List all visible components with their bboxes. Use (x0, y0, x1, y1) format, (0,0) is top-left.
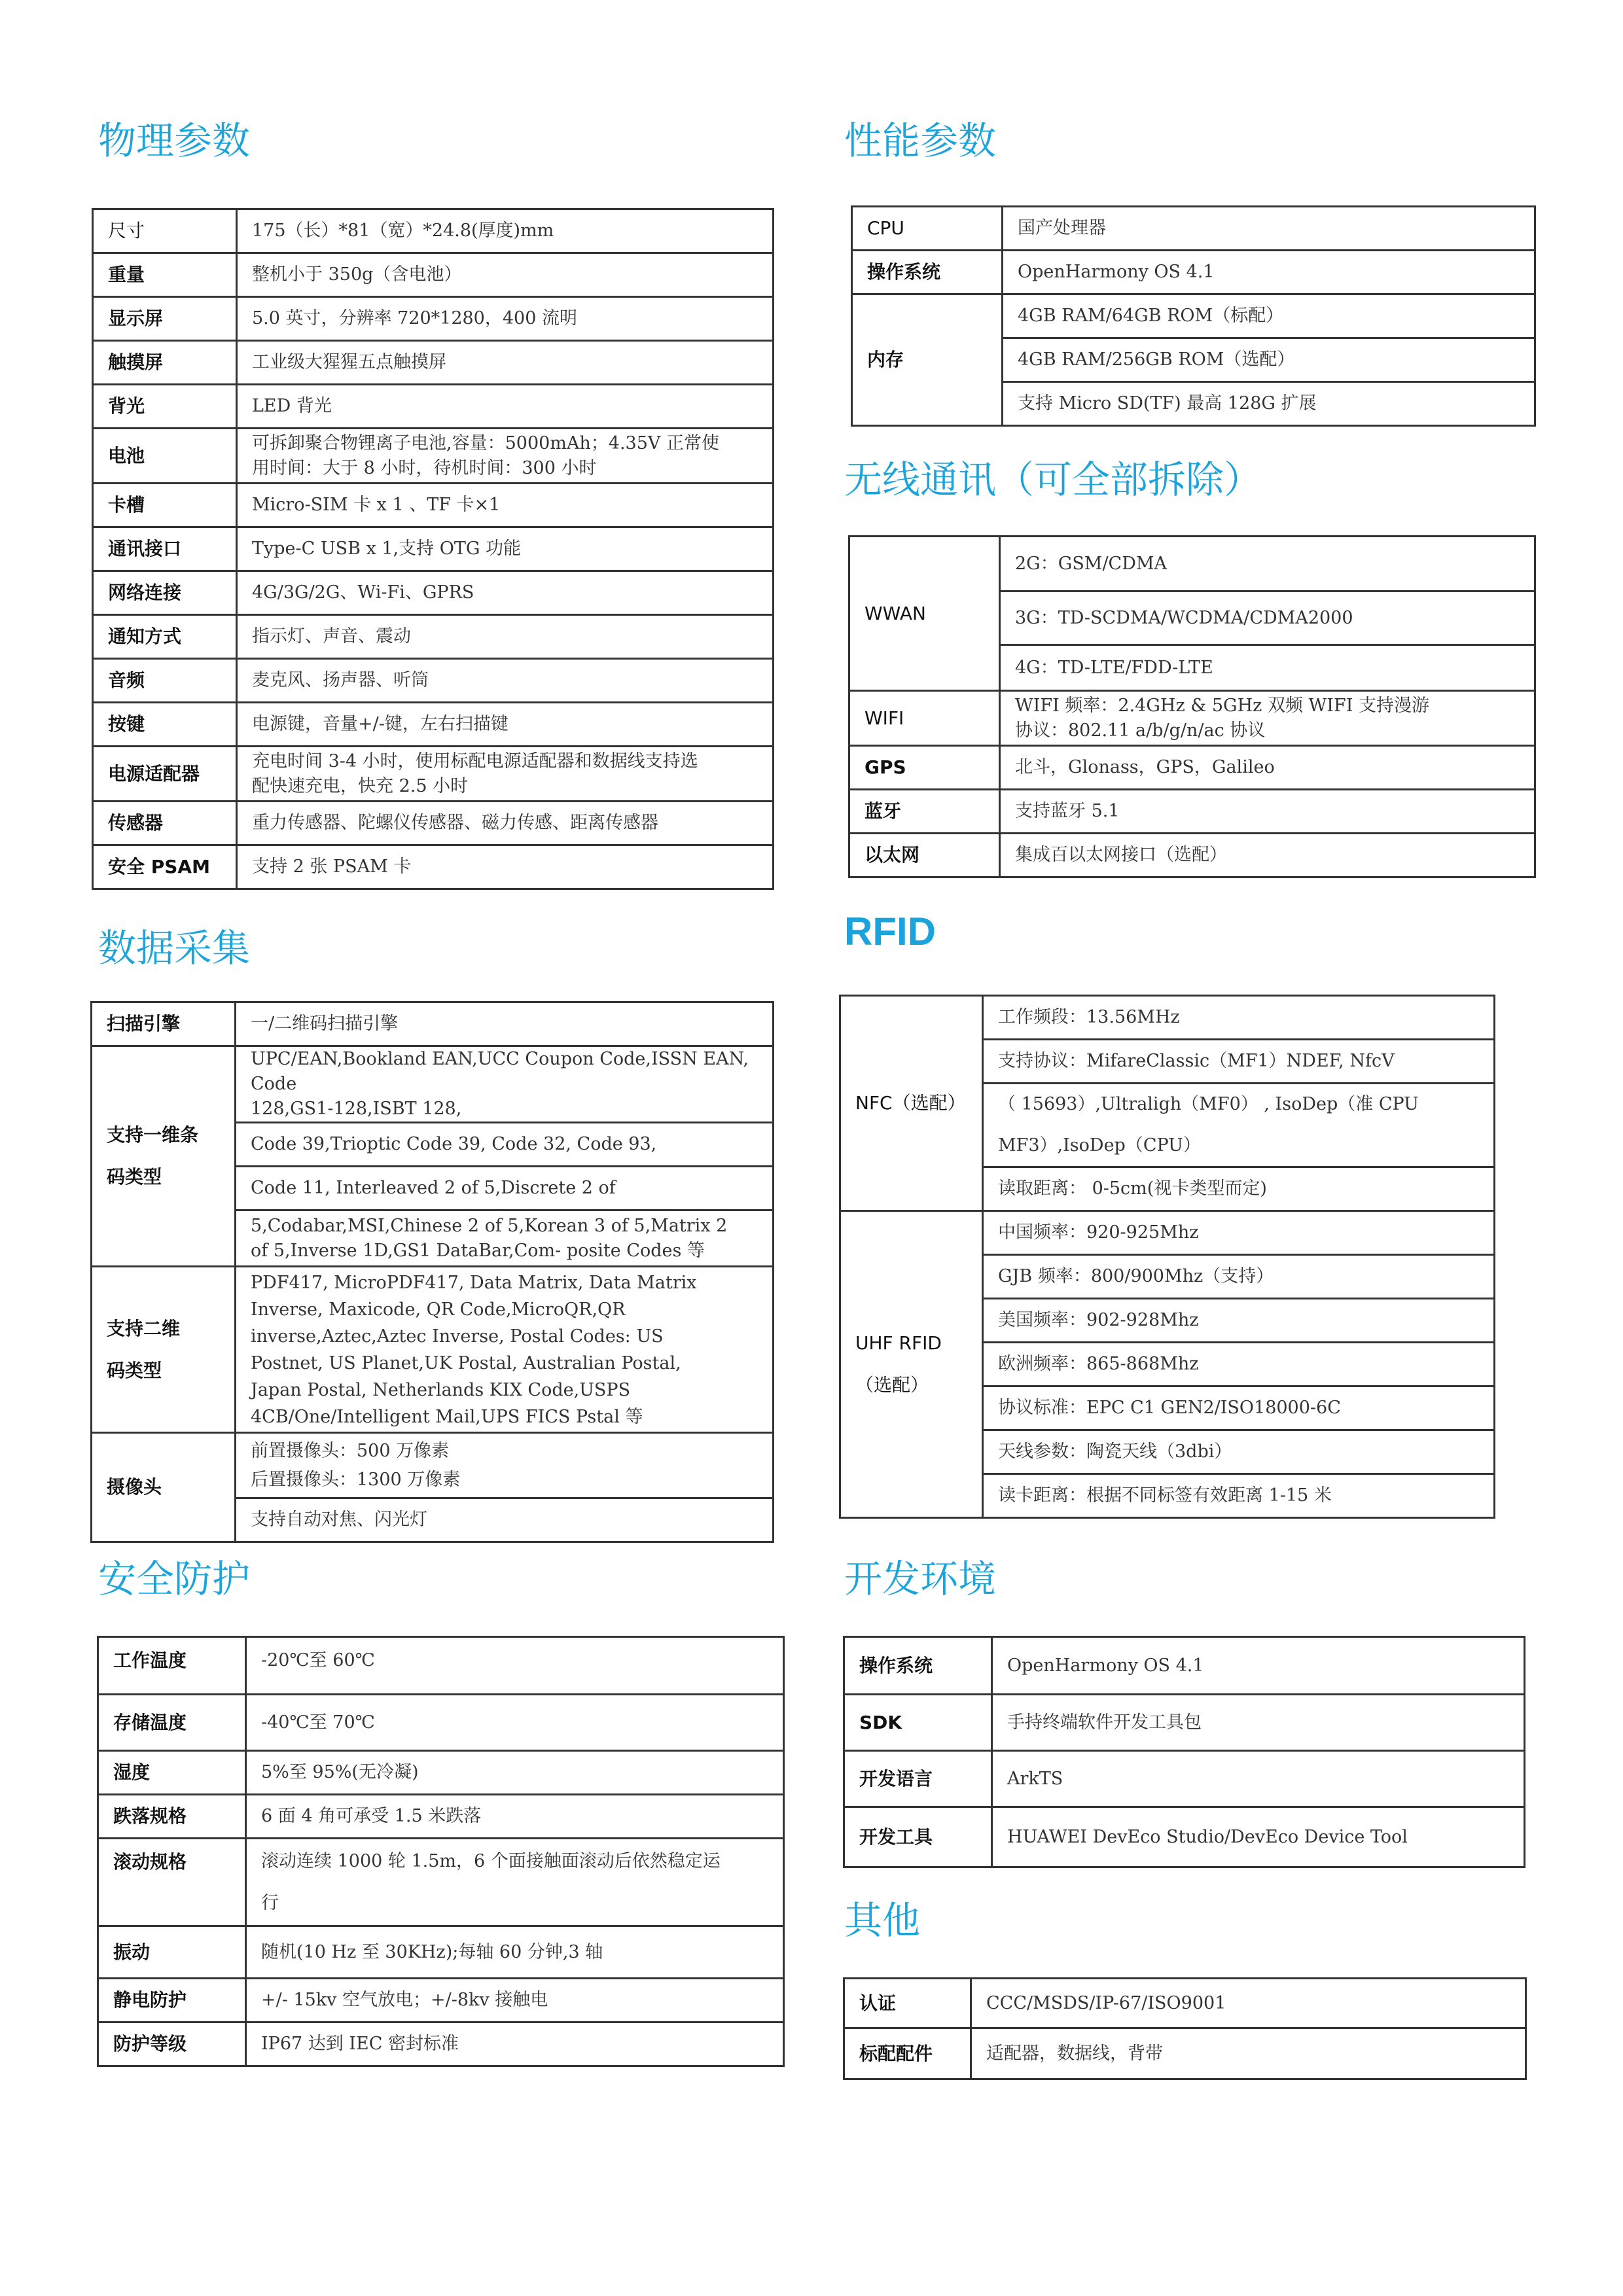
row-value: 协议标准：EPC C1 GEN2/ISO18000-6C (983, 1386, 1495, 1430)
row-key: 摄像头 (92, 1433, 236, 1542)
row-key: 内存 (852, 294, 1003, 426)
dev-table (843, 1636, 1525, 1868)
row-value: 国产处理器 (1003, 207, 1535, 251)
row-value: 支持协议：MifareClassic（MF1）NDEF, NfcV (983, 1040, 1495, 1084)
table-row (849, 834, 1535, 877)
row-key: 以太网 (849, 834, 1000, 877)
row-value-line: 128,GS1-128,ISBT 128, (251, 1099, 462, 1119)
row-value: GJB 频率：800/900Mhz（支持） (983, 1255, 1495, 1299)
row-value: 4GB RAM/256GB ROM（选配） (1003, 338, 1535, 382)
table-row (844, 1695, 1525, 1751)
row-key (92, 1046, 236, 1267)
performance-title: 性能参数 (844, 118, 997, 163)
row-value-line: Postnet, US Planet,UK Postal, Australian Postal, (251, 1352, 681, 1373)
table-row (849, 790, 1535, 834)
row-key: 背光 (93, 385, 237, 429)
wireless-table (848, 535, 1536, 878)
row-value (236, 1433, 774, 1498)
row-value: 手持终端软件开发工具包 (992, 1695, 1525, 1751)
table-row (93, 571, 774, 615)
row-value (246, 1839, 784, 1926)
row-key: 开发语言 (844, 1751, 992, 1807)
table-row (98, 1839, 784, 1926)
row-key (92, 1267, 236, 1433)
table-row (92, 1267, 774, 1433)
row-key: 认证 (844, 1979, 971, 2028)
table-row (92, 1046, 774, 1123)
row-key: GPS (849, 746, 1000, 790)
row-value-line: PDF417, MicroPDF417, Data Matrix, Data Matrix (251, 1272, 697, 1293)
table-row (844, 1751, 1525, 1807)
row-value-line: 后置摄像头：1300 万像素 (251, 1469, 461, 1490)
row-value: Code 11, Interleaved 2 of 5,Discrete 2 of (236, 1167, 774, 1210)
table-row (840, 1211, 1495, 1255)
rfid-table (839, 995, 1495, 1519)
table-row (92, 1433, 774, 1498)
row-value: Code 39,Trioptic Code 39, Code 32, Code 93, (236, 1123, 774, 1167)
performance-table (851, 205, 1536, 427)
safety-table (97, 1636, 785, 2067)
row-value: 4G/3G/2G、Wi-Fi、GPRS (237, 571, 774, 615)
physical-rows (93, 209, 774, 889)
table-row (93, 747, 774, 802)
row-key: 蓝牙 (849, 790, 1000, 834)
row-value: 指示灯、声音、震动 (237, 615, 774, 659)
row-key: 滚动规格 (98, 1839, 246, 1926)
row-key: 扫描引擎 (92, 1002, 236, 1046)
table-row (93, 615, 774, 659)
row-key: 传感器 (93, 802, 237, 845)
row-key: 通讯接口 (93, 527, 237, 571)
data-capture-table (90, 1001, 774, 1543)
table-row (93, 209, 774, 253)
row-value: 175（长）*81（宽）*24.8(厚度)mm (237, 209, 774, 253)
row-key: 跌落规格 (98, 1795, 246, 1839)
row-value: 麦克风、扬声器、听筒 (237, 659, 774, 703)
row-value: 集成百以太网接口（选配） (1000, 834, 1535, 877)
row-key: 操作系统 (844, 1637, 992, 1695)
table-row (93, 253, 774, 297)
row-key-line: UHF RFID (855, 1332, 942, 1354)
row-value: 工业级大猩猩五点触摸屏 (237, 341, 774, 385)
row-value: Micro-SIM 卡 x 1 、TF 卡×1 (237, 484, 774, 527)
row-value: （ 15693）,Ultraligh（MF0） , IsoDep（准 CPU (983, 1084, 1495, 1125)
row-value: 读卡距离：根据不同标签有效距离 1-15 米 (983, 1474, 1495, 1518)
row-value-line: UPC/EAN,Bookland EAN,UCC Coupon Code,ISSN EAN, Code (251, 1049, 749, 1094)
row-key: 音频 (93, 659, 237, 703)
row-value: 美国频率：902-928Mhz (983, 1299, 1495, 1343)
table-row (849, 746, 1535, 790)
row-value: 4GB RAM/64GB ROM（标配） (1003, 294, 1535, 338)
row-value: OpenHarmony OS 4.1 (1003, 251, 1535, 294)
row-value: 天线参数：陶瓷天线（3dbi） (983, 1430, 1495, 1474)
row-key-line: 支持一维条 (107, 1124, 199, 1146)
row-key: 电池 (93, 429, 237, 484)
row-value: ArkTS (992, 1751, 1525, 1807)
row-value-line: 充电时间 3-4 小时，使用标配电源适配器和数据线支持选 (252, 751, 698, 771)
table-row (93, 659, 774, 703)
wireless-title: 无线通讯（可全部拆除） (844, 457, 1262, 502)
row-value: -20℃至 60℃ (246, 1637, 784, 1695)
row-key: 按键 (93, 703, 237, 747)
row-value-line: 用时间：大于 8 小时，待机时间：300 小时 (252, 457, 597, 478)
table-row (98, 1926, 784, 1979)
row-key: 工作温度 (98, 1637, 246, 1695)
table-row (93, 341, 774, 385)
row-value-line: 协议：802.11 a/b/g/n/ac 协议 (1015, 720, 1266, 741)
physical-title: 物理参数 (98, 118, 251, 163)
row-value-line: 配快速充电，快充 2.5 小时 (252, 775, 469, 796)
table-row (844, 2028, 1526, 2079)
table-row (93, 429, 774, 484)
row-value-line: 4CB/One/Intelligent Mail,UPS FICS Pstal 等 (251, 1406, 643, 1427)
row-value: CCC/MSDS/IP-67/ISO9001 (971, 1979, 1526, 2028)
row-key: 电源适配器 (93, 747, 237, 802)
table-row (840, 996, 1495, 1040)
table-row (93, 802, 774, 845)
table-row (98, 1637, 784, 1695)
table-row (92, 1002, 774, 1046)
row-key-line: （选配） (855, 1374, 929, 1396)
row-value: 适配器，数据线，背带 (971, 2028, 1526, 2079)
table-row (98, 1751, 784, 1795)
row-value: 支持自动对焦、闪光灯 (236, 1498, 774, 1542)
row-key: 防护等级 (98, 2022, 246, 2066)
table-row (98, 1795, 784, 1839)
row-value-line: 行 (261, 1892, 279, 1913)
row-value-line: 滚动连续 1000 轮 1.5m，6 个面接触面滚动后依然稳定运 (261, 1850, 721, 1871)
row-key: 开发工具 (844, 1807, 992, 1867)
table-row (93, 703, 774, 747)
row-value: 中国频率：920-925Mhz (983, 1211, 1495, 1255)
table-row (844, 1807, 1525, 1867)
other-title: 其他 (844, 1898, 921, 1943)
row-value-line: 可拆卸聚合物锂离子电池,容量：5000mAh；4.35V 正常使 (252, 433, 719, 453)
row-key: 安全 PSAM (93, 845, 237, 889)
row-value: OpenHarmony OS 4.1 (992, 1637, 1525, 1695)
row-value: 3G：TD-SCDMA/WCDMA/CDMA2000 (1000, 592, 1535, 645)
row-value: 支持 2 张 PSAM 卡 (237, 845, 774, 889)
table-row (98, 1979, 784, 2022)
dev-title: 开发环境 (844, 1557, 997, 1601)
table-row (852, 251, 1535, 294)
row-value-line: Japan Postal, Netherlands KIX Code,USPS (251, 1379, 631, 1400)
physical-table (92, 208, 774, 890)
row-key: 通知方式 (93, 615, 237, 659)
row-value: 支持 Micro SD(TF) 最高 128G 扩展 (1003, 382, 1535, 426)
table-row (98, 1695, 784, 1751)
table-row (93, 845, 774, 889)
row-value: 读取距离： 0-5cm(视卡类型而定) (983, 1167, 1495, 1211)
table-row (849, 691, 1535, 746)
row-value: 一/二维码扫描引擎 (236, 1002, 774, 1046)
row-value (236, 1267, 774, 1433)
table-row (849, 537, 1535, 592)
table-row (844, 1637, 1525, 1695)
row-value: 6 面 4 角可承受 1.5 米跌落 (246, 1795, 784, 1839)
row-key-line: 支持二维 (107, 1317, 181, 1339)
row-key: 标配配件 (844, 2028, 971, 2079)
row-value (237, 747, 774, 802)
row-key: 湿度 (98, 1751, 246, 1795)
row-value-line: 5,Codabar,MSI,Chinese 2 of 5,Korean 3 of 5,Matrix 2 (251, 1215, 728, 1236)
table-row (93, 484, 774, 527)
row-key: SDK (844, 1695, 992, 1751)
row-value: 支持蓝牙 5.1 (1000, 790, 1535, 834)
rfid-title: RFID (844, 910, 936, 953)
table-row (93, 297, 774, 341)
row-key: WWAN (849, 537, 1000, 691)
row-key: CPU (852, 207, 1003, 251)
row-key: 尺寸 (93, 209, 237, 253)
table-row (852, 294, 1535, 338)
row-value-line: of 5,Inverse 1D,GS1 DataBar,Com- posite Codes 等 (251, 1240, 705, 1261)
table-row (93, 385, 774, 429)
row-key: 存储温度 (98, 1695, 246, 1751)
row-value: 重力传感器、陀螺仪传感器、磁力传感、距离传感器 (237, 802, 774, 845)
row-value (236, 1046, 774, 1123)
row-value: Type-C USB x 1,支持 OTG 功能 (237, 527, 774, 571)
row-value: LED 背光 (237, 385, 774, 429)
row-value-line: Inverse, Maxicode, QR Code,MicroQR,QR (251, 1299, 626, 1320)
row-value: +/- 15kv 空气放电；+/-8kv 接触电 (246, 1979, 784, 2022)
row-key: 重量 (93, 253, 237, 297)
row-key: WIFI (849, 691, 1000, 746)
row-key: 静电防护 (98, 1979, 246, 2022)
row-value: 5%至 95%(无冷凝) (246, 1751, 784, 1795)
row-value-line: 前置摄像头：500 万像素 (251, 1440, 450, 1461)
row-value: -40℃至 70℃ (246, 1695, 784, 1751)
row-key: 卡槽 (93, 484, 237, 527)
table-row (98, 2022, 784, 2066)
row-value (237, 429, 774, 484)
row-value-line: WIFI 频率：2.4GHz & 5GHz 双频 WIFI 支持漫游 (1015, 695, 1429, 716)
row-value: HUAWEI DevEco Studio/DevEco Device Tool (992, 1807, 1525, 1867)
row-key-line: 码类型 (107, 1359, 162, 1381)
table-row (93, 527, 774, 571)
row-key: 显示屏 (93, 297, 237, 341)
row-value (1000, 691, 1535, 746)
row-value: 2G：GSM/CDMA (1000, 537, 1535, 592)
row-key (840, 1211, 983, 1518)
row-value: 工作频段：13.56MHz (983, 996, 1495, 1040)
other-table (843, 1977, 1527, 2080)
row-value: 随机(10 Hz 至 30KHz);每轴 60 分钟,3 轴 (246, 1926, 784, 1979)
data-capture-title: 数据采集 (98, 926, 251, 970)
row-value-line: inverse,Aztec,Aztec Inverse, Postal Codes: US (251, 1326, 664, 1347)
row-value (236, 1210, 774, 1267)
row-key-line: 码类型 (107, 1166, 162, 1188)
table-row (844, 1979, 1526, 2028)
row-value: IP67 达到 IEC 密封标准 (246, 2022, 784, 2066)
row-value: 4G：TD-LTE/FDD-LTE (1000, 645, 1535, 691)
row-value: MF3）,IsoDep（CPU） (983, 1125, 1495, 1167)
row-key: NFC（选配） (840, 996, 983, 1211)
row-key: 操作系统 (852, 251, 1003, 294)
row-value: 整机小于 350g（含电池） (237, 253, 774, 297)
row-value: 北斗，Glonass，GPS，Galileo (1000, 746, 1535, 790)
row-key: 振动 (98, 1926, 246, 1979)
safety-title: 安全防护 (98, 1557, 251, 1601)
table-row (852, 207, 1535, 251)
row-key: 网络连接 (93, 571, 237, 615)
row-value: 欧洲频率：865-868Mhz (983, 1343, 1495, 1386)
row-value: 电源键，音量+/-键，左右扫描键 (237, 703, 774, 747)
row-key: 触摸屏 (93, 341, 237, 385)
row-value: 5.0 英寸，分辨率 720*1280，400 流明 (237, 297, 774, 341)
